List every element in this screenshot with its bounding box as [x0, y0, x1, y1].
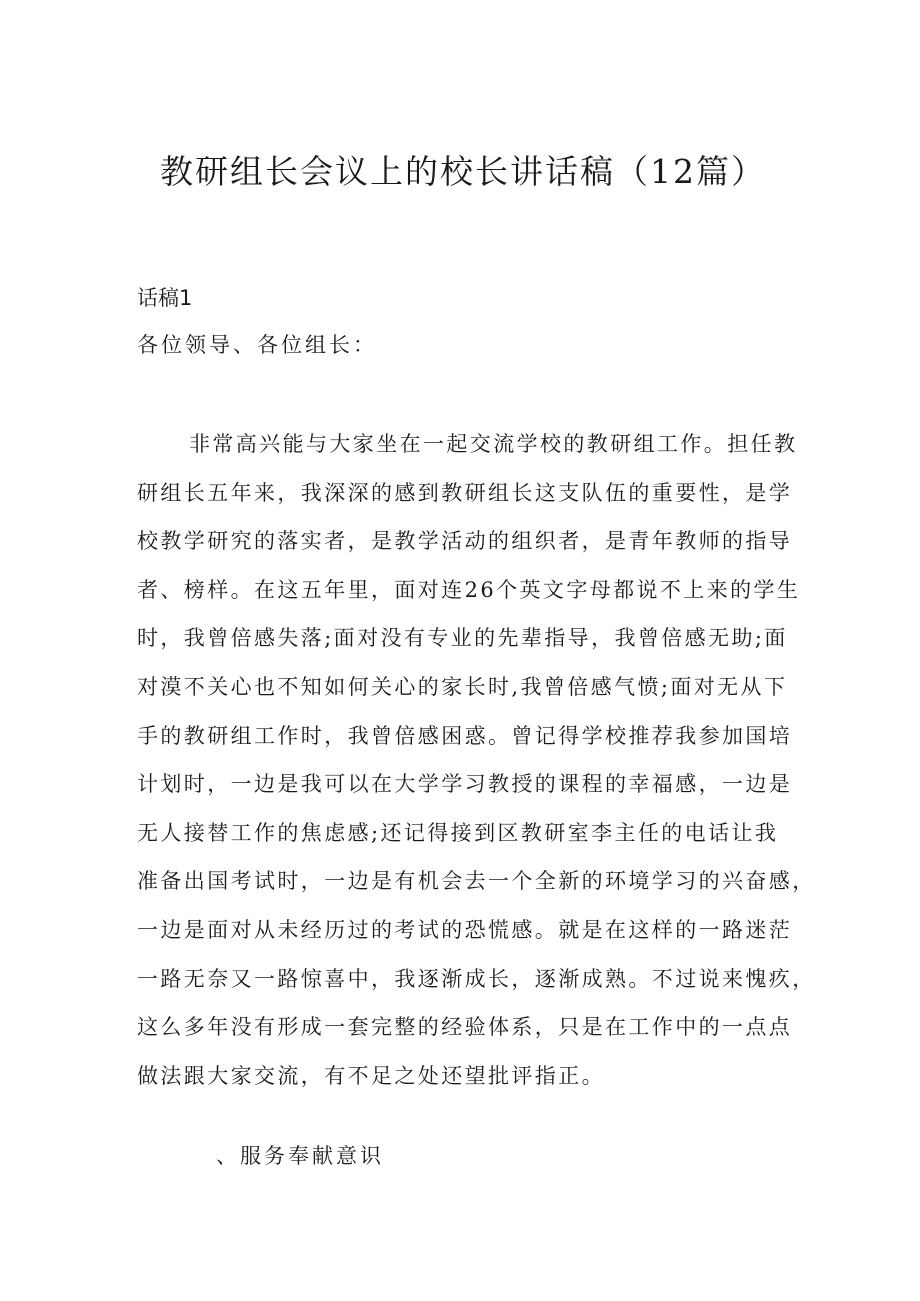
paragraph-line: 手的教研组工作时，我曾倍感困惑。曾记得学校推荐我参加国培: [137, 723, 793, 748]
paragraph-line: 无人接替工作的焦虑感;还记得接到区教研室李主任的电话让我: [137, 820, 779, 845]
paragraph-line: 时，我曾倍感失落;面对没有专业的先辈指导，我曾倍感无助;面: [137, 626, 788, 651]
paragraph-line: 对漠不关心也不知如何关心的家长时,我曾倍感气愤;面对无从下: [137, 674, 788, 699]
section-heading: 、服务奉献意识: [216, 1144, 384, 1168]
body-paragraph: [137, 420, 816, 1100]
document-title: 教研组长会议上的校长讲话稿（12篇）: [160, 152, 766, 191]
paragraph-line: 校教学研究的落实者，是教学活动的组织者，是青年教师的指导: [137, 529, 793, 554]
paragraph-line: 研组长五年来，我深深的感到教研组长这支队伍的重要性，是学: [137, 480, 793, 505]
speech-label: 话稿1: [137, 286, 193, 310]
salutation: 各位领导、各位组长：: [137, 333, 377, 357]
paragraph-line: 这么多年没有形成一套完整的经验体系，只是在工作中的一点点: [137, 1015, 793, 1040]
paragraph-line: 准备出国考试时，一边是有机会去一个全新的环境学习的兴奋感，: [137, 869, 816, 894]
paragraph-line: 者、榜样。在这五年里，面对连26个英文字母都说不上来的学生: [137, 577, 801, 602]
paragraph-line: 计划时，一边是我可以在大学学习教授的课程的幸福感，一边是: [137, 772, 793, 797]
paragraph-line: 做法跟大家交流，有不足之处还望批评指正。: [137, 1063, 605, 1088]
paragraph-line: 一路无奈又一路惊喜中，我逐渐成长，逐渐成熟。不过说来愧疚，: [137, 966, 816, 991]
paragraph-line: 一边是面对从未经历过的考试的恐慌感。就是在这样的一路迷茫: [137, 917, 793, 942]
paragraph-line: 非常高兴能与大家坐在一起交流学校的教研组工作。担任教: [189, 432, 798, 456]
